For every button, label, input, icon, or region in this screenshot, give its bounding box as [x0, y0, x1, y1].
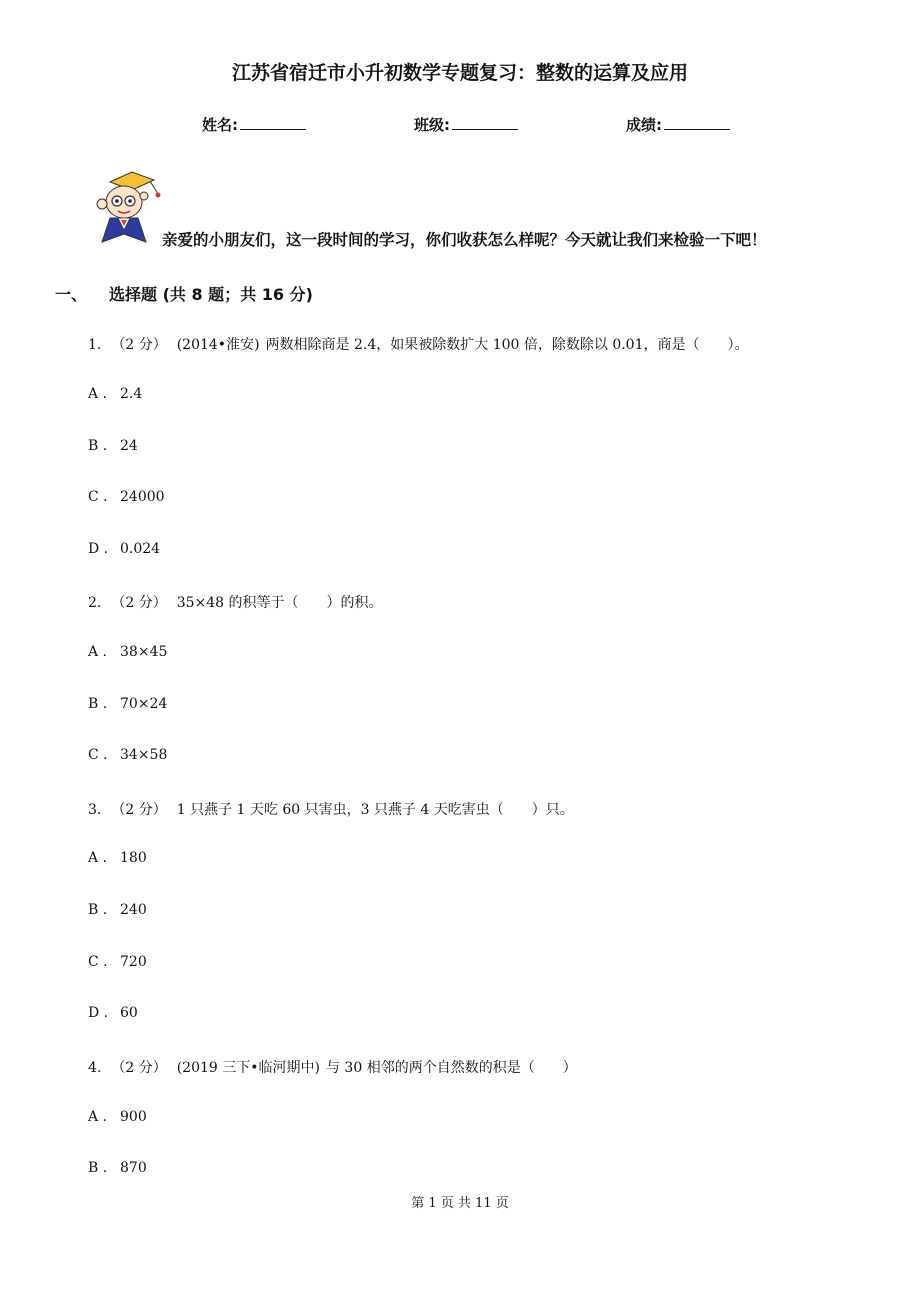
option-item[interactable]: A . 38×45 [88, 644, 168, 660]
question-points: （2 分） [111, 595, 167, 611]
question-points: （2 分） [111, 802, 167, 818]
score-blank[interactable] [664, 115, 730, 130]
option-item[interactable]: A . 180 [88, 850, 147, 866]
question-source: (2019 三下•临河期中) [176, 1060, 320, 1076]
option-item[interactable]: C . 24000 [88, 489, 165, 505]
section-heading [55, 282, 313, 305]
question-text: 1 只燕子 1 天吃 60 只害虫，3 只燕子 4 天吃害虫（ ）只。 [176, 802, 574, 818]
page-footer: 第 1 页 共 11 页 [411, 1196, 509, 1211]
question-number: 2. [88, 595, 102, 611]
question-text: 35×48 的积等于（ ）的积。 [176, 595, 383, 611]
class-label: 班级: [414, 116, 450, 134]
section-number: 一、 [55, 285, 88, 304]
option-item[interactable]: B . 24 [88, 438, 138, 454]
option-item[interactable]: C . 34×58 [88, 747, 168, 763]
name-blank[interactable] [240, 115, 306, 130]
score-label: 成绩: [626, 116, 662, 134]
greeting-text: 亲爱的小朋友们，这一段时间的学习，你们收获怎么样呢？今天就让我们来检验一下吧！ [162, 231, 767, 249]
question-points: （2 分） [111, 1060, 167, 1076]
class-blank[interactable] [452, 115, 518, 130]
section-title: 选择题 (共 8 题；共 16 分) [109, 285, 313, 304]
option-item[interactable]: B . 240 [88, 902, 147, 918]
option-item[interactable]: B . 70×24 [88, 696, 168, 712]
option-item[interactable]: A . 900 [88, 1109, 147, 1125]
question-number: 1. [88, 337, 102, 353]
question-3 [88, 799, 574, 819]
question-1 [88, 334, 749, 354]
question-text: 两数相除商是 2.4，如果被除数扩大 100 倍，除数除以 0.01，商是（ ）。 [265, 337, 749, 353]
page-title: 江苏省宿迁市小升初数学专题复习：整数的运算及应用 [231, 62, 688, 84]
option-item[interactable]: D . 0.024 [88, 541, 161, 557]
class-field [414, 114, 518, 135]
question-number: 3. [88, 802, 102, 818]
mascot-illustration [88, 168, 168, 248]
name-field [202, 114, 306, 135]
name-label: 姓名: [202, 116, 238, 134]
question-number: 4. [88, 1060, 102, 1076]
question-points: （2 分） [111, 337, 167, 353]
question-2 [88, 592, 383, 612]
score-field [626, 114, 730, 135]
question-4 [88, 1057, 577, 1077]
option-item[interactable]: D . 60 [88, 1005, 138, 1021]
option-item[interactable]: C . 720 [88, 954, 147, 970]
option-item[interactable]: A . 2.4 [88, 386, 143, 402]
question-source: (2014•淮安) [176, 337, 260, 353]
option-item[interactable]: B . 870 [88, 1160, 147, 1176]
question-text: 与 30 相邻的两个自然数的积是（ ） [325, 1060, 577, 1076]
